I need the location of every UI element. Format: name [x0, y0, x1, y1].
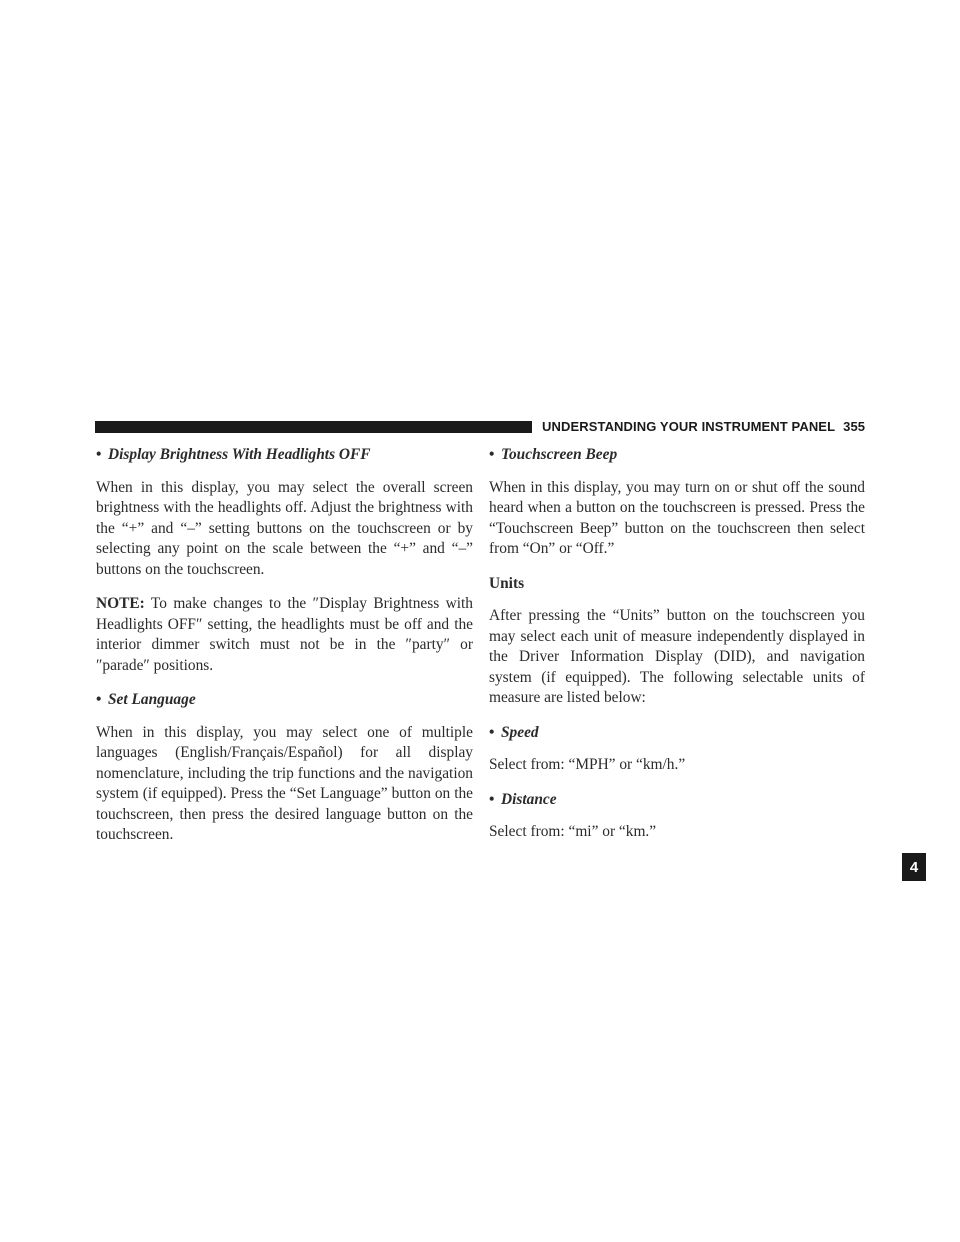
bullet-dot-icon: • [489, 790, 495, 808]
bullet-label: Speed [501, 723, 539, 741]
bullet-display-brightness [96, 445, 473, 466]
bullet-speed [489, 723, 865, 744]
note-text: To make changes to the ″Display Brightness with Headlights OFF″ setting, the headlights must be off and the interior dimmer switch must not be in the ″party″ or ″parade″ positions. [96, 595, 473, 674]
paragraph-speed: Select from: “MPH” or “km/h.” [489, 756, 686, 773]
paragraph-distance: Select from: “mi” or “km.” [489, 823, 657, 840]
bullet-dot-icon: • [96, 446, 102, 463]
running-header [542, 419, 865, 434]
left-column [96, 445, 473, 846]
bullet-dot-icon: • [489, 446, 495, 463]
bullet-dot-icon: • [96, 691, 102, 708]
paragraph-language: When in this display, you may select one of multiple languages (English/Français/Español) for all display nomenclature, including the trip functions and the navigation system (if equipped). Press the “Set Language” button on the touchscreen, then press the desired language button on the touchscreen. [96, 723, 473, 843]
page-number: 355 [843, 419, 866, 434]
paragraph-units: After pressing the “Units” button on the touchscreen you may select each unit of measure independently displayed in the Driver Information Display (DID), and navigation system (if equipped). The following selectable units of measure are listed below: [489, 607, 865, 706]
paragraph-beep: When in this display, you may turn on or shut off the sound heard when a button on the touchscreen is pressed. Press the “Touchscreen Beep” button on the touchscreen then select from “On” or “Off.” [489, 478, 865, 557]
right-column [489, 445, 865, 843]
bullet-label: Display Brightness With Headlights OFF [108, 446, 371, 463]
bullet-dot-icon: • [489, 723, 495, 741]
bullet-label: Touchscreen Beep [501, 446, 618, 463]
bullet-label: Set Language [108, 691, 196, 708]
note-paragraph [96, 594, 473, 676]
bullet-set-language [96, 690, 473, 711]
bullet-label: Distance [501, 790, 557, 808]
note-label: NOTE: [96, 595, 145, 612]
section-title: UNDERSTANDING YOUR INSTRUMENT PANEL [542, 419, 836, 434]
chapter-tab: 4 [902, 853, 926, 881]
header-rule [95, 421, 532, 433]
paragraph-brightness: When in this display, you may select the overall screen brightness with the headlights off. Adjust the brightness with the “+” and “–” setting buttons on the touchscreen or by selecting any point on the scale between the “+” and “–” buttons on the touchscreen. [96, 478, 473, 578]
bullet-distance [489, 790, 865, 811]
bullet-touchscreen-beep [489, 445, 865, 466]
heading-units: Units [489, 574, 525, 592]
